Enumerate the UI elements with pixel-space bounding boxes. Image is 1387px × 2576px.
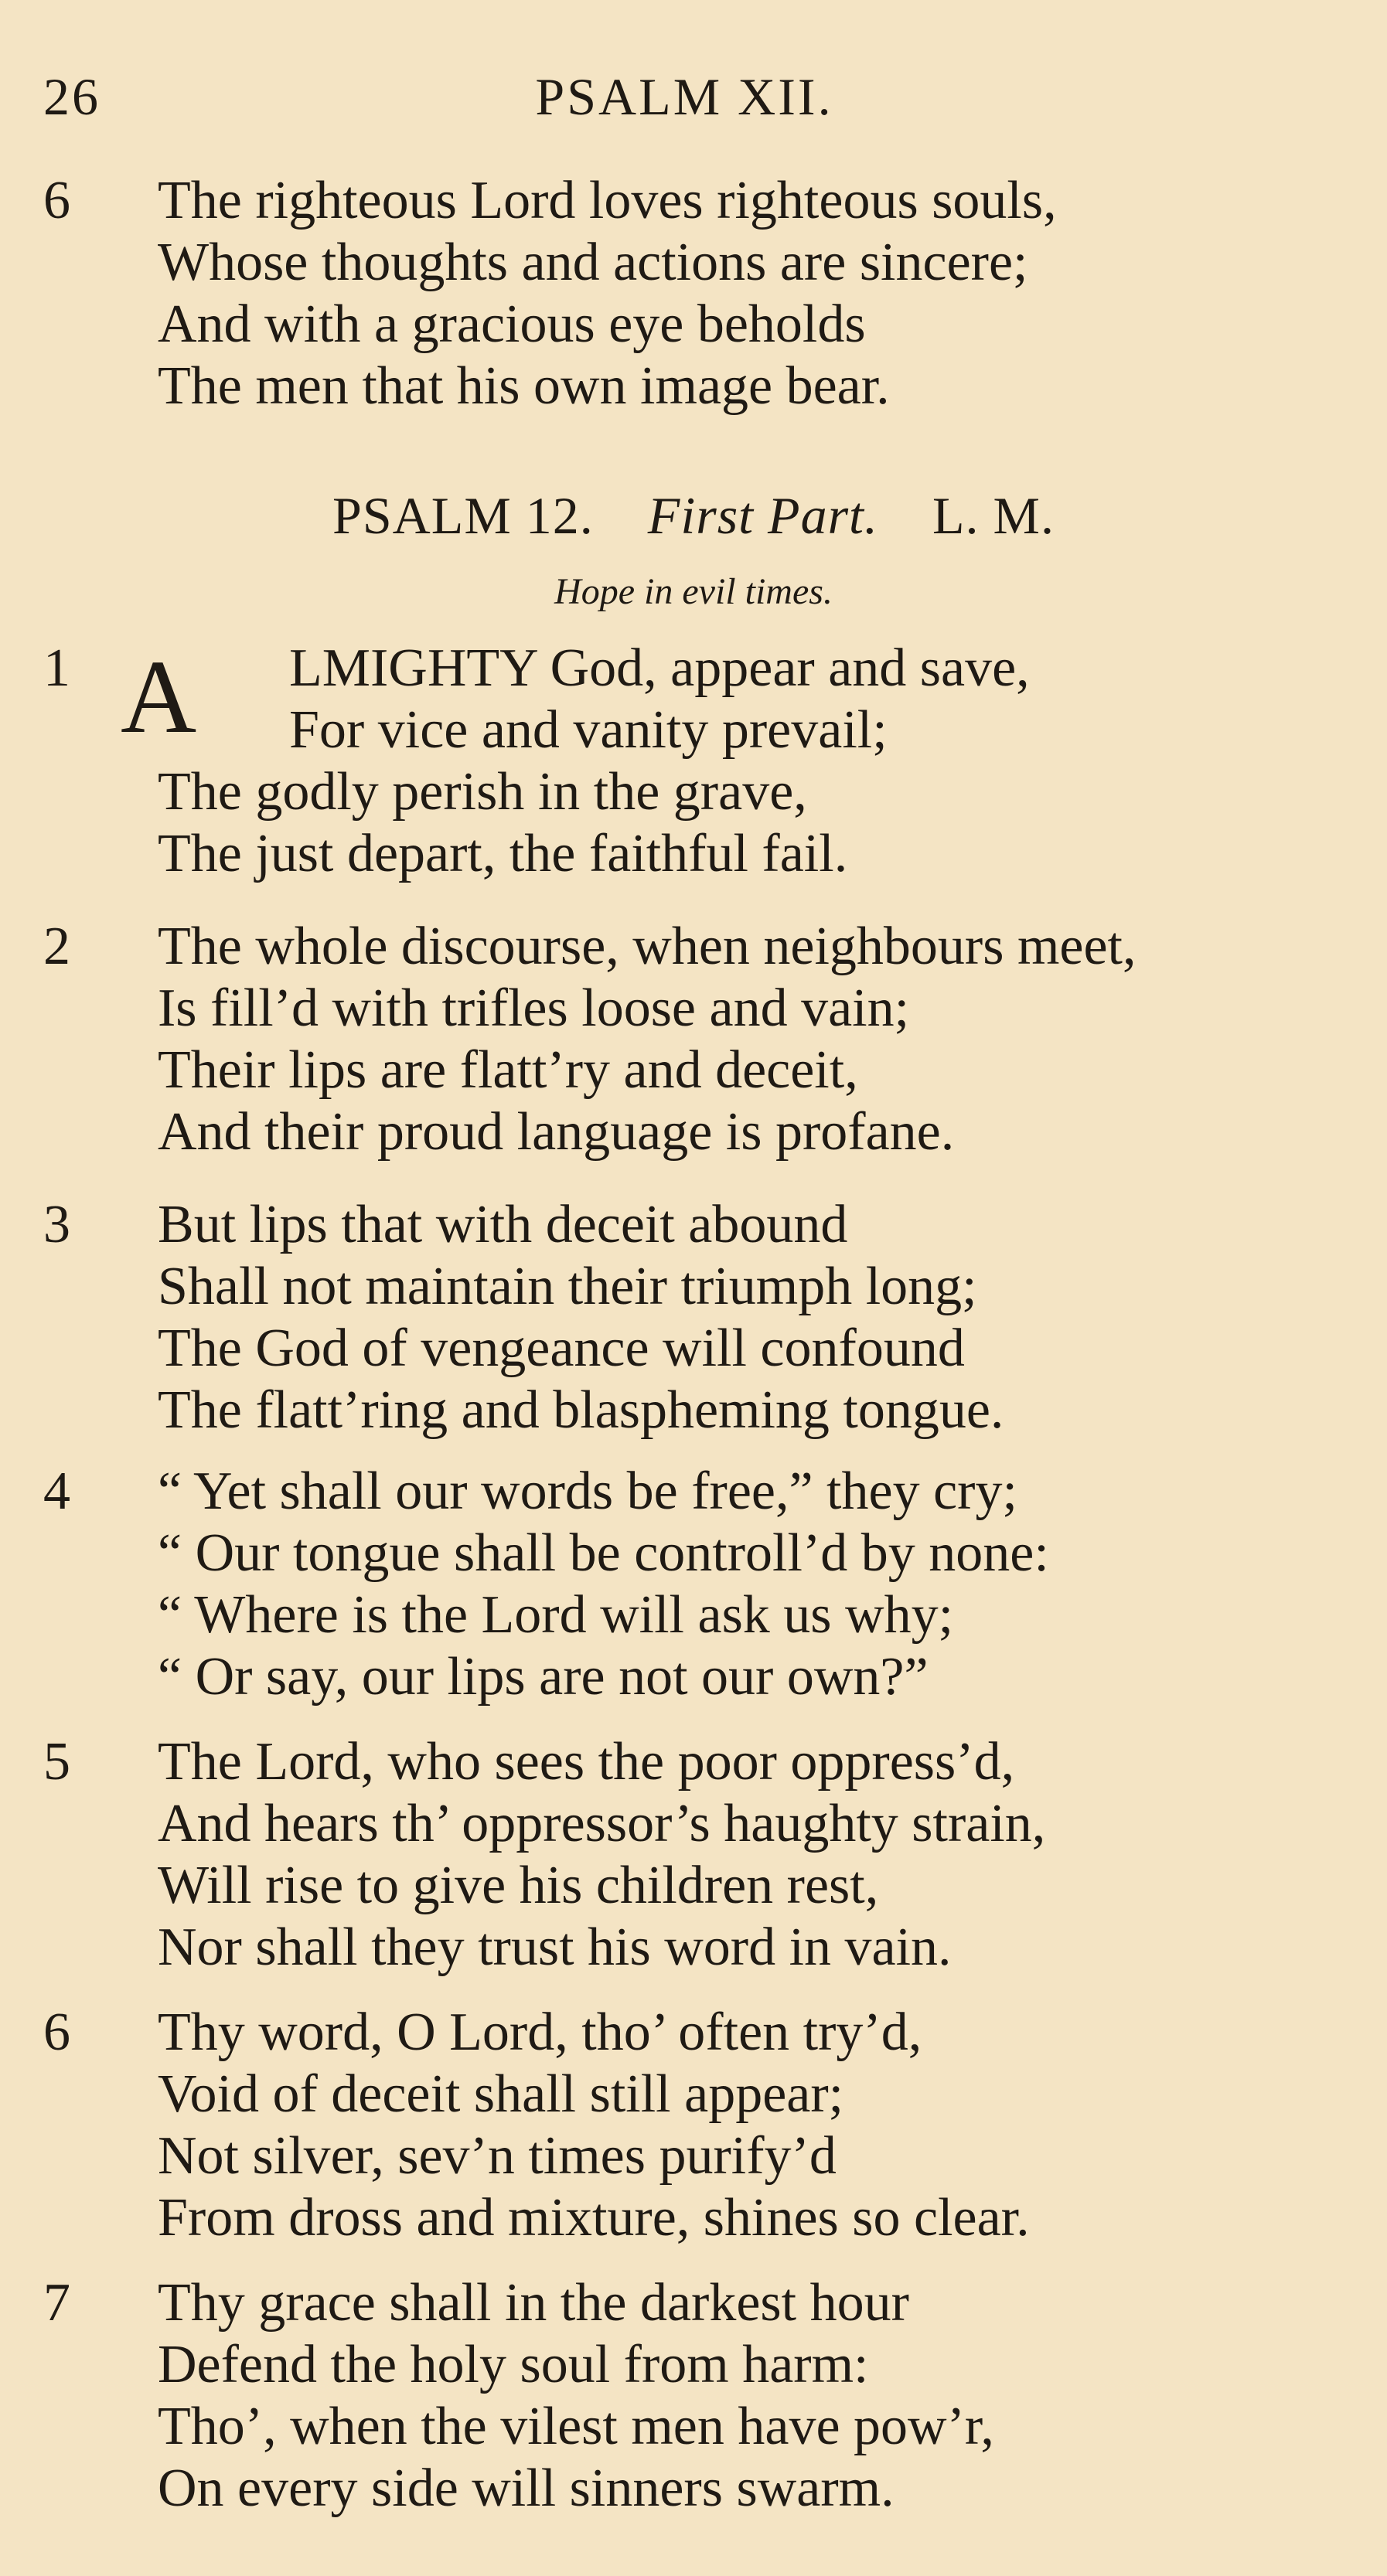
verse-line: Defend the holy soul from harm: [158, 2335, 869, 2394]
psalm-number: PSALM 12. [332, 486, 594, 545]
verse-line: The just depart, the faithful fail. [158, 824, 848, 883]
verse-line: The righteous Lord loves righteous souls, [158, 171, 1057, 230]
verse-line: LMIGHTY God, appear and save, [289, 638, 1030, 698]
verse-line: For vice and vanity prevail; [289, 700, 888, 760]
verse-line: Their lips are flatt’ry and deceit, [158, 1040, 858, 1100]
verse-line: “ Or say, our lips are not our own?” [158, 1647, 929, 1707]
running-title: PSALM XII. [535, 67, 833, 126]
meter-label: L. M. [932, 486, 1055, 545]
verse-line: The Lord, who sees the poor oppress’d, [158, 1732, 1015, 1792]
stanza-number: 3 [43, 1195, 70, 1254]
verse-line: The God of vengeance will confound [158, 1319, 965, 1378]
stanza-2 [43, 916, 1373, 1163]
verse-line: Will rise to give his children rest, [158, 1856, 879, 1915]
verse-line: The godly perish in the grave, [158, 762, 807, 822]
verse-line: But lips that with deceit abound [158, 1195, 848, 1254]
stanza-number: 7 [43, 2273, 70, 2333]
stanza-number: 6 [43, 2003, 70, 2062]
verse-line: The men that his own image bear. [158, 356, 890, 416]
verse-line: And hears th’ oppressor’s haughty strain, [158, 1794, 1046, 1853]
verse-line: And with a gracious eye beholds [158, 294, 866, 354]
verse-line: Void of deceit shall still appear; [158, 2064, 844, 2124]
verse-line: Shall not maintain their triumph long; [158, 1257, 977, 1316]
page-number: 26 [43, 67, 101, 126]
verse-line: Not silver, sev’n times purify’d [158, 2126, 837, 2186]
verse-line: Thy grace shall in the darkest hour [158, 2273, 909, 2333]
stanza-number: 1 [43, 638, 70, 698]
verse-line: Whose thoughts and actions are sincere; [158, 233, 1028, 292]
section-title [0, 485, 1387, 546]
verse-line: Thy word, O Lord, tho’ often try’d, [158, 2003, 922, 2062]
stanza-4 [43, 1461, 1373, 1708]
drop-cap: A [121, 639, 197, 755]
stanza-number: 5 [43, 1732, 70, 1792]
stanza-6 [43, 2002, 1373, 2249]
verse-line: From dross and mixture, shines so clear. [158, 2188, 1030, 2248]
verse-line: “ Our tongue shall be controll’d by none: [158, 1523, 1049, 1583]
verse-line: “ Where is the Lord will ask us why; [158, 1585, 954, 1645]
stanza-number: 4 [43, 1462, 70, 1521]
stanza-7 [43, 2272, 1373, 2520]
verse-line: “ Yet shall our words be free,” they cry; [158, 1462, 1017, 1521]
section-subtitle: Hope in evil times. [554, 571, 833, 612]
verse-line: On every side will sinners swarm. [158, 2459, 895, 2518]
running-header [43, 66, 1325, 136]
stanza-3 [43, 1194, 1373, 1441]
stanza-1 [43, 638, 1373, 885]
stanza-number: 6 [43, 171, 70, 230]
verse-line: The whole discourse, when neighbours meet, [158, 917, 1137, 976]
stanza-top-6 [43, 170, 1373, 417]
verse-line: Nor shall they trust his word in vain. [158, 1918, 952, 1977]
stanza-number: 2 [43, 917, 70, 976]
verse-line: Tho’, when the vilest men have pow’r, [158, 2397, 994, 2456]
verse-line: Is fill’d with trifles loose and vain; [158, 978, 910, 1038]
verse-line: And their proud language is profane. [158, 1102, 955, 1162]
stanza-5 [43, 1731, 1373, 1979]
part-label: First Part. [647, 486, 878, 545]
verse-line: The flatt’ring and blaspheming tongue. [158, 1380, 1004, 1440]
